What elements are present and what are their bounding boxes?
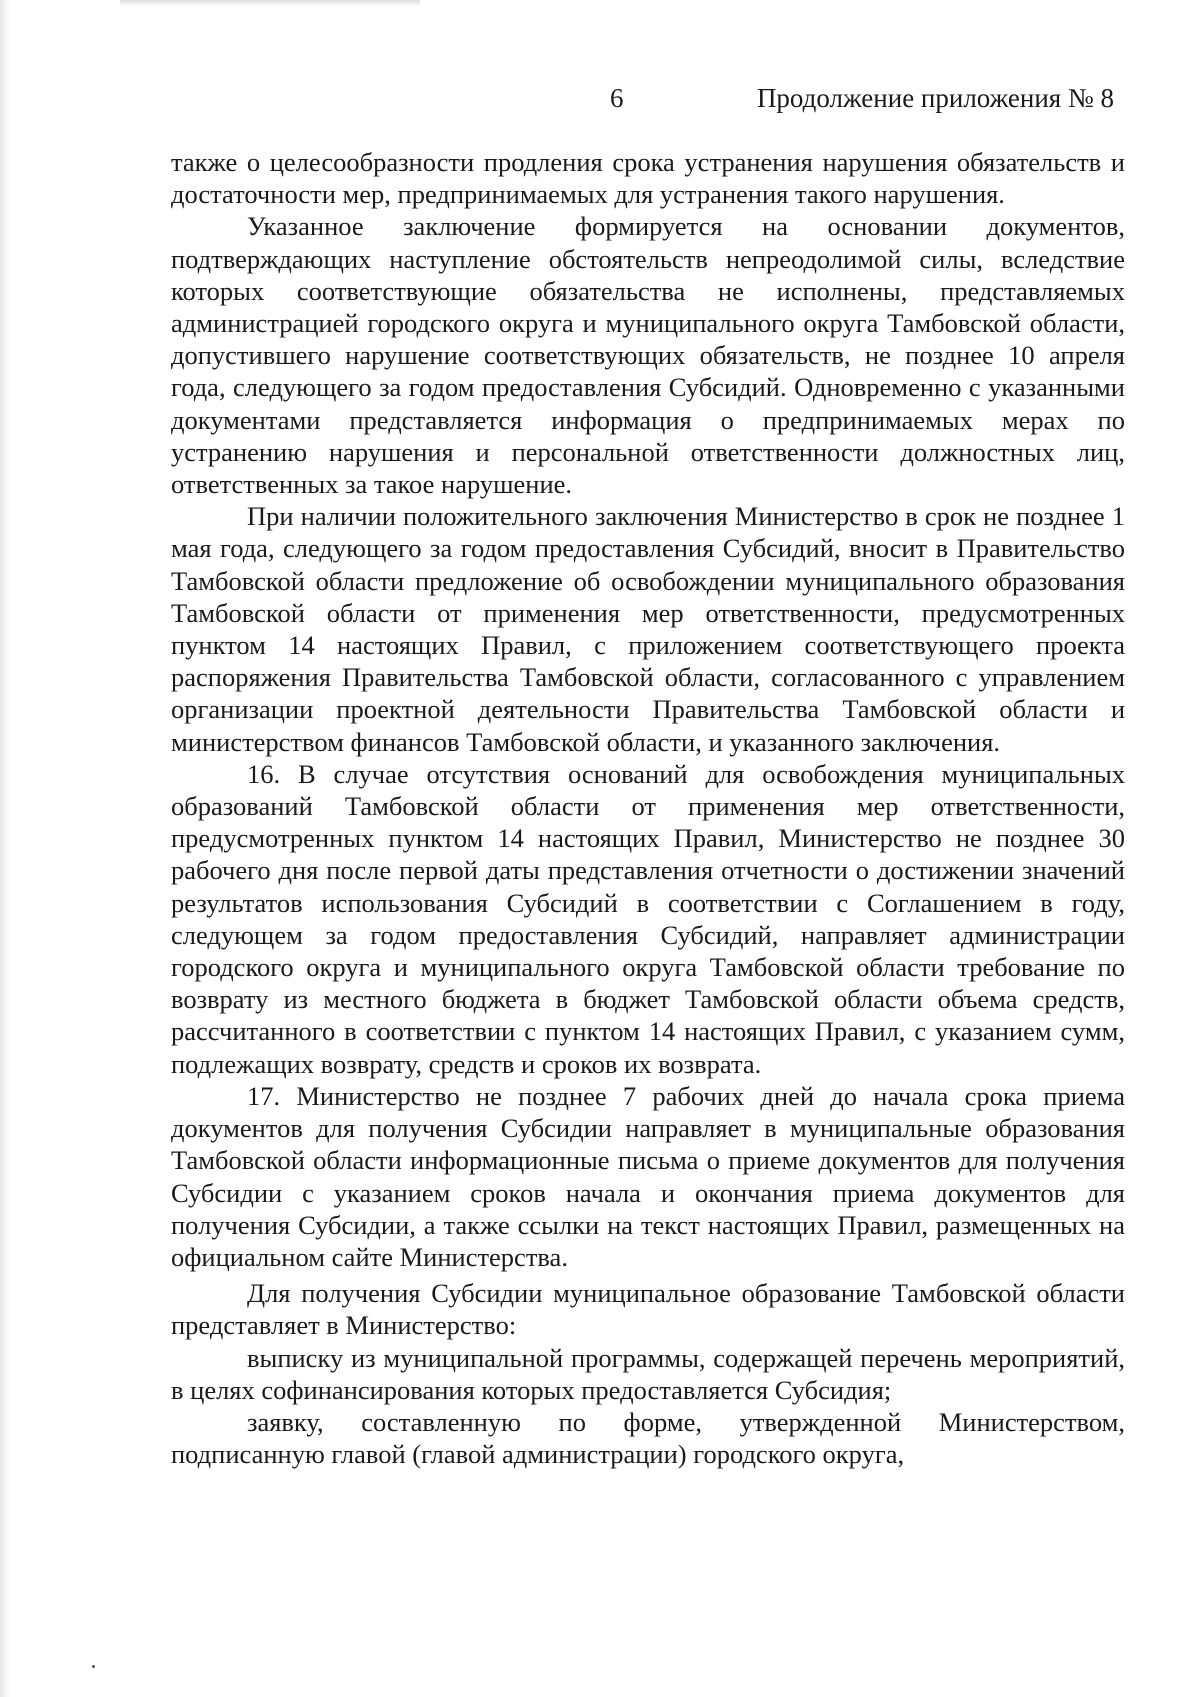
scan-top-shadow: [120, 0, 420, 6]
paragraph-conclusion-basis: Указанное заключение формируется на основании документов, подтверждающих наступление обстоятельств непреодолимой силы, вследствие которых соответствующие обязательства не исполнены, представляемых администрацией городского округа и муниципального округа Тамбовской области, допустившего нарушение соответствующих обязательств, не позднее 10 апреля года, следующего за годом предоставления Субсидий. Одновременно с указанными документами представляется информация о предпринимаемых мерах по устранению нарушения и персональной ответственности должностных лиц, ответственных за такое нарушение.: [171, 211, 1125, 500]
paragraph-positive-conclusion: При наличии положительного заключения Министерство в срок не позднее 1 мая года, следующего за годом предоставления Субсидий, вносит в Правительство Тамбовской области предложение об освобождении муниципального образования Тамбовской области от применения мер ответственности, предусмотренных пунктом 14 настоящих Правил, с приложением соответствующего проекта распоряжения Правительства Тамбовской области, согласованного с управлением организации проектной деятельности Правительства Тамбовской области и министерством финансов Тамбовской области, и указанного заключения.: [171, 501, 1125, 757]
paragraph-continuation: также о целесообразности продления срока устранения нарушения обязательств и достаточности мер, предпринимаемых для устранения такого нарушения.: [171, 147, 1125, 210]
scan-speck: [92, 1665, 95, 1668]
paragraph-application: заявку, составленную по форме, утвержденной Министерством, подписанную главой (главой администрации) городского округа,: [171, 1406, 1125, 1470]
appendix-continuation-title: Продолжение приложения № 8: [756, 83, 1114, 113]
paragraph-item-17: 17. Министерство не позднее 7 рабочих дней до начала срока приема документов для получения Субсидии направляет в муниципальные образования Тамбовской области информационные письма о приеме документов для получения Субсидии с указанием сроков начала и окончания приема документов для получения Субсидии, а также ссылки на текст настоящих Правил, размещенных на официальном сайте Министерства.: [171, 1080, 1125, 1272]
paragraph-program-extract: выписку из муниципальной программы, содержащей перечень мероприятий, в целях софинансирования которых предоставляется Субсидия;: [171, 1342, 1125, 1405]
page-header: [0, 83, 1200, 123]
page-number: 6: [610, 83, 624, 113]
document-body: [171, 146, 1125, 1470]
scan-edge-shadow: [0, 0, 10, 1697]
paragraph-submission-intro: Для получения Субсидии муниципальное образование Тамбовской области представляет в Министерство:: [171, 1278, 1125, 1341]
paragraph-item-16: 16. В случае отсутствия оснований для освобождения муниципальных образований Тамбовской области от применения мер ответственности, предусмотренных пунктом 14 настоящих Правил, Министерство не позднее 30 рабочего дня после первой даты представления отчетности о достижении значений результатов использования Субсидий в соответствии с Соглашением в году, следующем за годом предоставления Субсидий, направляет администрации городского округа и муниципального округа Тамбовской области требование по возврату из местного бюджета в бюджет Тамбовской области объема средств, рассчитанного в соответствии с пунктом 14 настоящих Правил, с указанием сумм, подлежащих возврату, средств и сроков их возврата.: [171, 758, 1125, 1079]
